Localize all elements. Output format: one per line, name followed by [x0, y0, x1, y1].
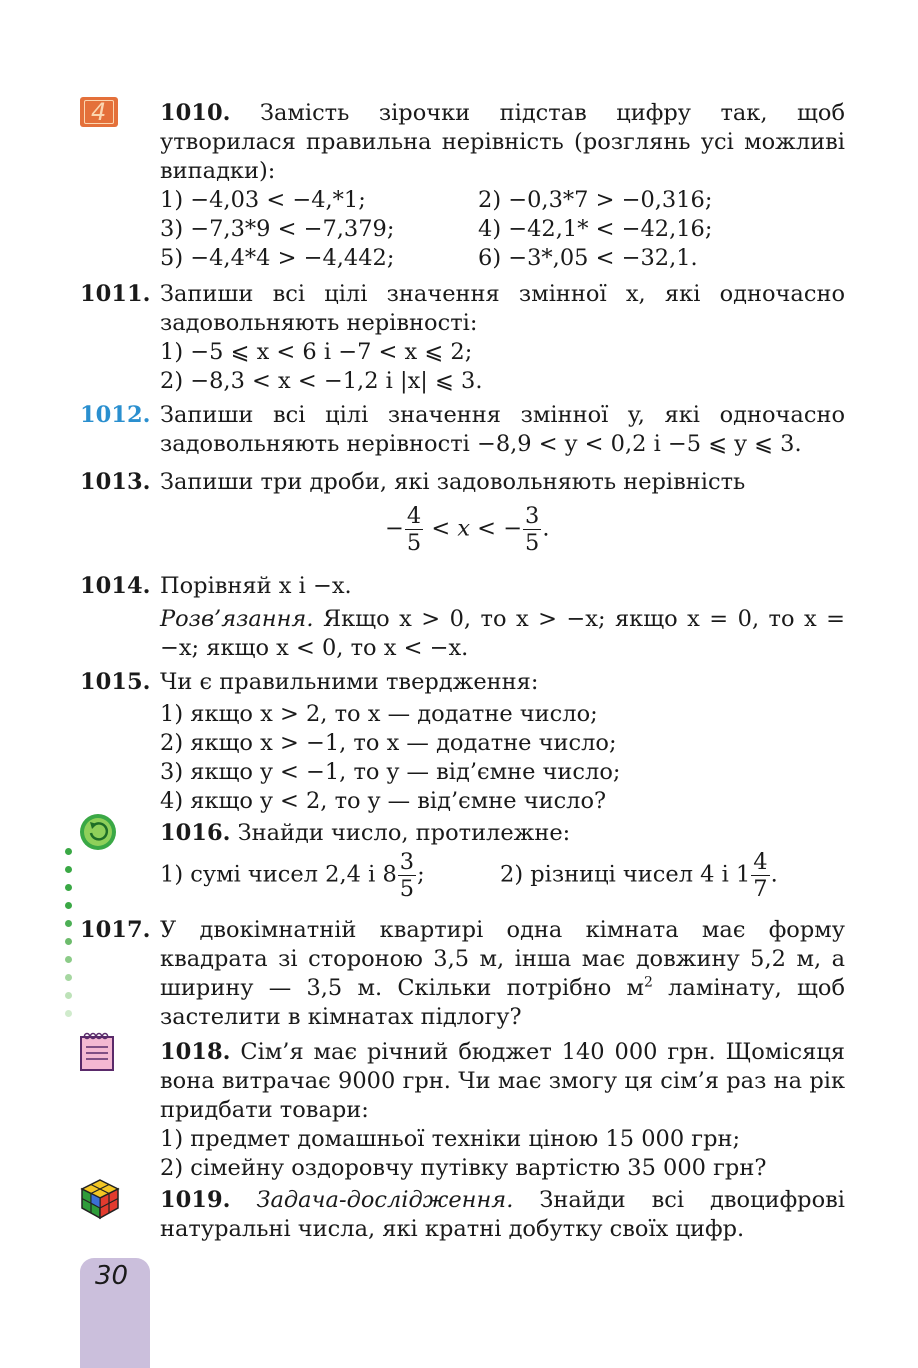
fraction: $\frac{3}{5}$ — [399, 849, 415, 902]
problem-text: Сім’я має річний бюджет 140 000 грн. Щомісяця вона витрачає 9000 грн. Чи має змогу ця сім’я раз на рік придбати товари: — [160, 1039, 845, 1123]
problem-number: 1016. — [160, 820, 231, 846]
fraction: $\frac{4}{7}$ — [753, 849, 768, 902]
list-item: 2) −0,3*7 > −0,316; — [478, 187, 713, 213]
level-4-icon — [80, 97, 118, 127]
problem-text: Запиши всі цілі значення змінної y, які одночасно задовольняють нерівності −8,9 < y < 0,2 і −5 ⩽ y ⩽ 3. — [160, 402, 845, 457]
problem-text: У двокімнатній квартирі одна кімната має форму квадрата зі стороною 3,5 м, інша має довжину 5,2 м, а ширину — 3,5 м. Скільки потрібно $м^2$ ламінату, щоб застелити в кімнатах підлогу? — [160, 917, 846, 1030]
problem-1016 — [160, 819, 570, 848]
solution-label: Розв’язання. — [160, 606, 314, 632]
list-item: 2) якщо x > −1, то x — додатне число; — [160, 730, 617, 756]
puzzle-cube-icon — [79, 1178, 121, 1228]
problem-number: 1015. — [80, 669, 151, 695]
list-item: 1) −5 ⩽ x < 6 і −7 < x ⩽ 2; — [160, 339, 473, 365]
problem-text: Запиши три дроби, які задовольняють нерівність — [160, 469, 746, 495]
problem-text: Замість зірочки підстав цифру так, щоб утворилася правильна нерівність (розглянь усі можливі випадки): — [160, 100, 845, 184]
problem-text: Порівняй x і −x. — [160, 573, 352, 599]
page-number: 30 — [95, 1261, 129, 1291]
list-item: 1) предмет домашньої техніки ціною 15 000 грн; — [160, 1126, 741, 1152]
problem-label: Задача-дослідження. — [256, 1187, 514, 1213]
problem-number: 1017. — [80, 917, 151, 943]
list-item: 3) −7,3*9 < −7,379; — [160, 216, 395, 242]
problem-1018 — [160, 1038, 845, 1125]
list-item: 5) −4,4*4 > −4,442; — [160, 245, 395, 271]
level-badge-label: 4 — [91, 98, 107, 126]
list-item: 1) якщо x > 2, то x — додатне число; — [160, 701, 598, 727]
problem-number: 1014. — [80, 573, 151, 599]
list-item: 1) сумі чисел 2,4 і 8 $\frac{3}{5}$ ; — [160, 849, 425, 902]
problem-text: Знайди всі двоцифрові натуральні числа, які кратні добутку своїх цифр. — [160, 1187, 845, 1242]
list-item: 4) якщо y < 2, то y — від’ємне число? — [160, 788, 607, 814]
problem-text: Чи є правильними твердження: — [160, 669, 539, 695]
problem-text: Знайди число, протилежне: — [237, 820, 571, 846]
problem-number: 1019. — [160, 1187, 231, 1213]
problem-number: 1010. — [160, 100, 231, 126]
list-item: 2) −8,3 < x < −1,2 і |x| ⩽ 3. — [160, 368, 483, 394]
problem-number: 1018. — [160, 1039, 231, 1065]
list-item: 4) −42,1* < −42,16; — [478, 216, 713, 242]
problem-1010 — [160, 99, 845, 186]
problem-text: Запиши всі цілі значення змінної x, які одночасно задовольняють нерівності: — [160, 281, 845, 336]
fraction: $\frac{3}{5}$ — [525, 503, 540, 556]
solution-text: Якщо x > 0, то x > −x; якщо x = 0, то x = −x; якщо x < 0, то x < −x. — [160, 606, 846, 661]
list-item: 1) −4,03 < −4,*1; — [160, 187, 366, 213]
notebook-icon — [79, 1032, 115, 1080]
problem-number: 1012. — [80, 402, 151, 428]
inequality-formula: − $\frac{4}{5}$ < x < − $\frac{3}{5}$ . — [385, 503, 550, 556]
list-item: 2) сімейну оздоровчу путівку вартістю 35 000 грн? — [160, 1155, 767, 1181]
fraction: $\frac{4}{5}$ — [406, 503, 422, 556]
solution — [160, 605, 845, 663]
list-item: 3) якщо y < −1, то y — від’ємне число; — [160, 759, 621, 785]
problem-number: 1013. — [80, 469, 151, 495]
repeat-icon — [79, 813, 117, 859]
problem-number: 1011. — [80, 281, 151, 307]
list-item: 6) −3*,05 < −32,1. — [478, 245, 698, 271]
list-item: 2) різниці чисел 4 і 1 $\frac{4}{7}$ . — [500, 849, 778, 902]
problem-1019 — [160, 1186, 845, 1244]
